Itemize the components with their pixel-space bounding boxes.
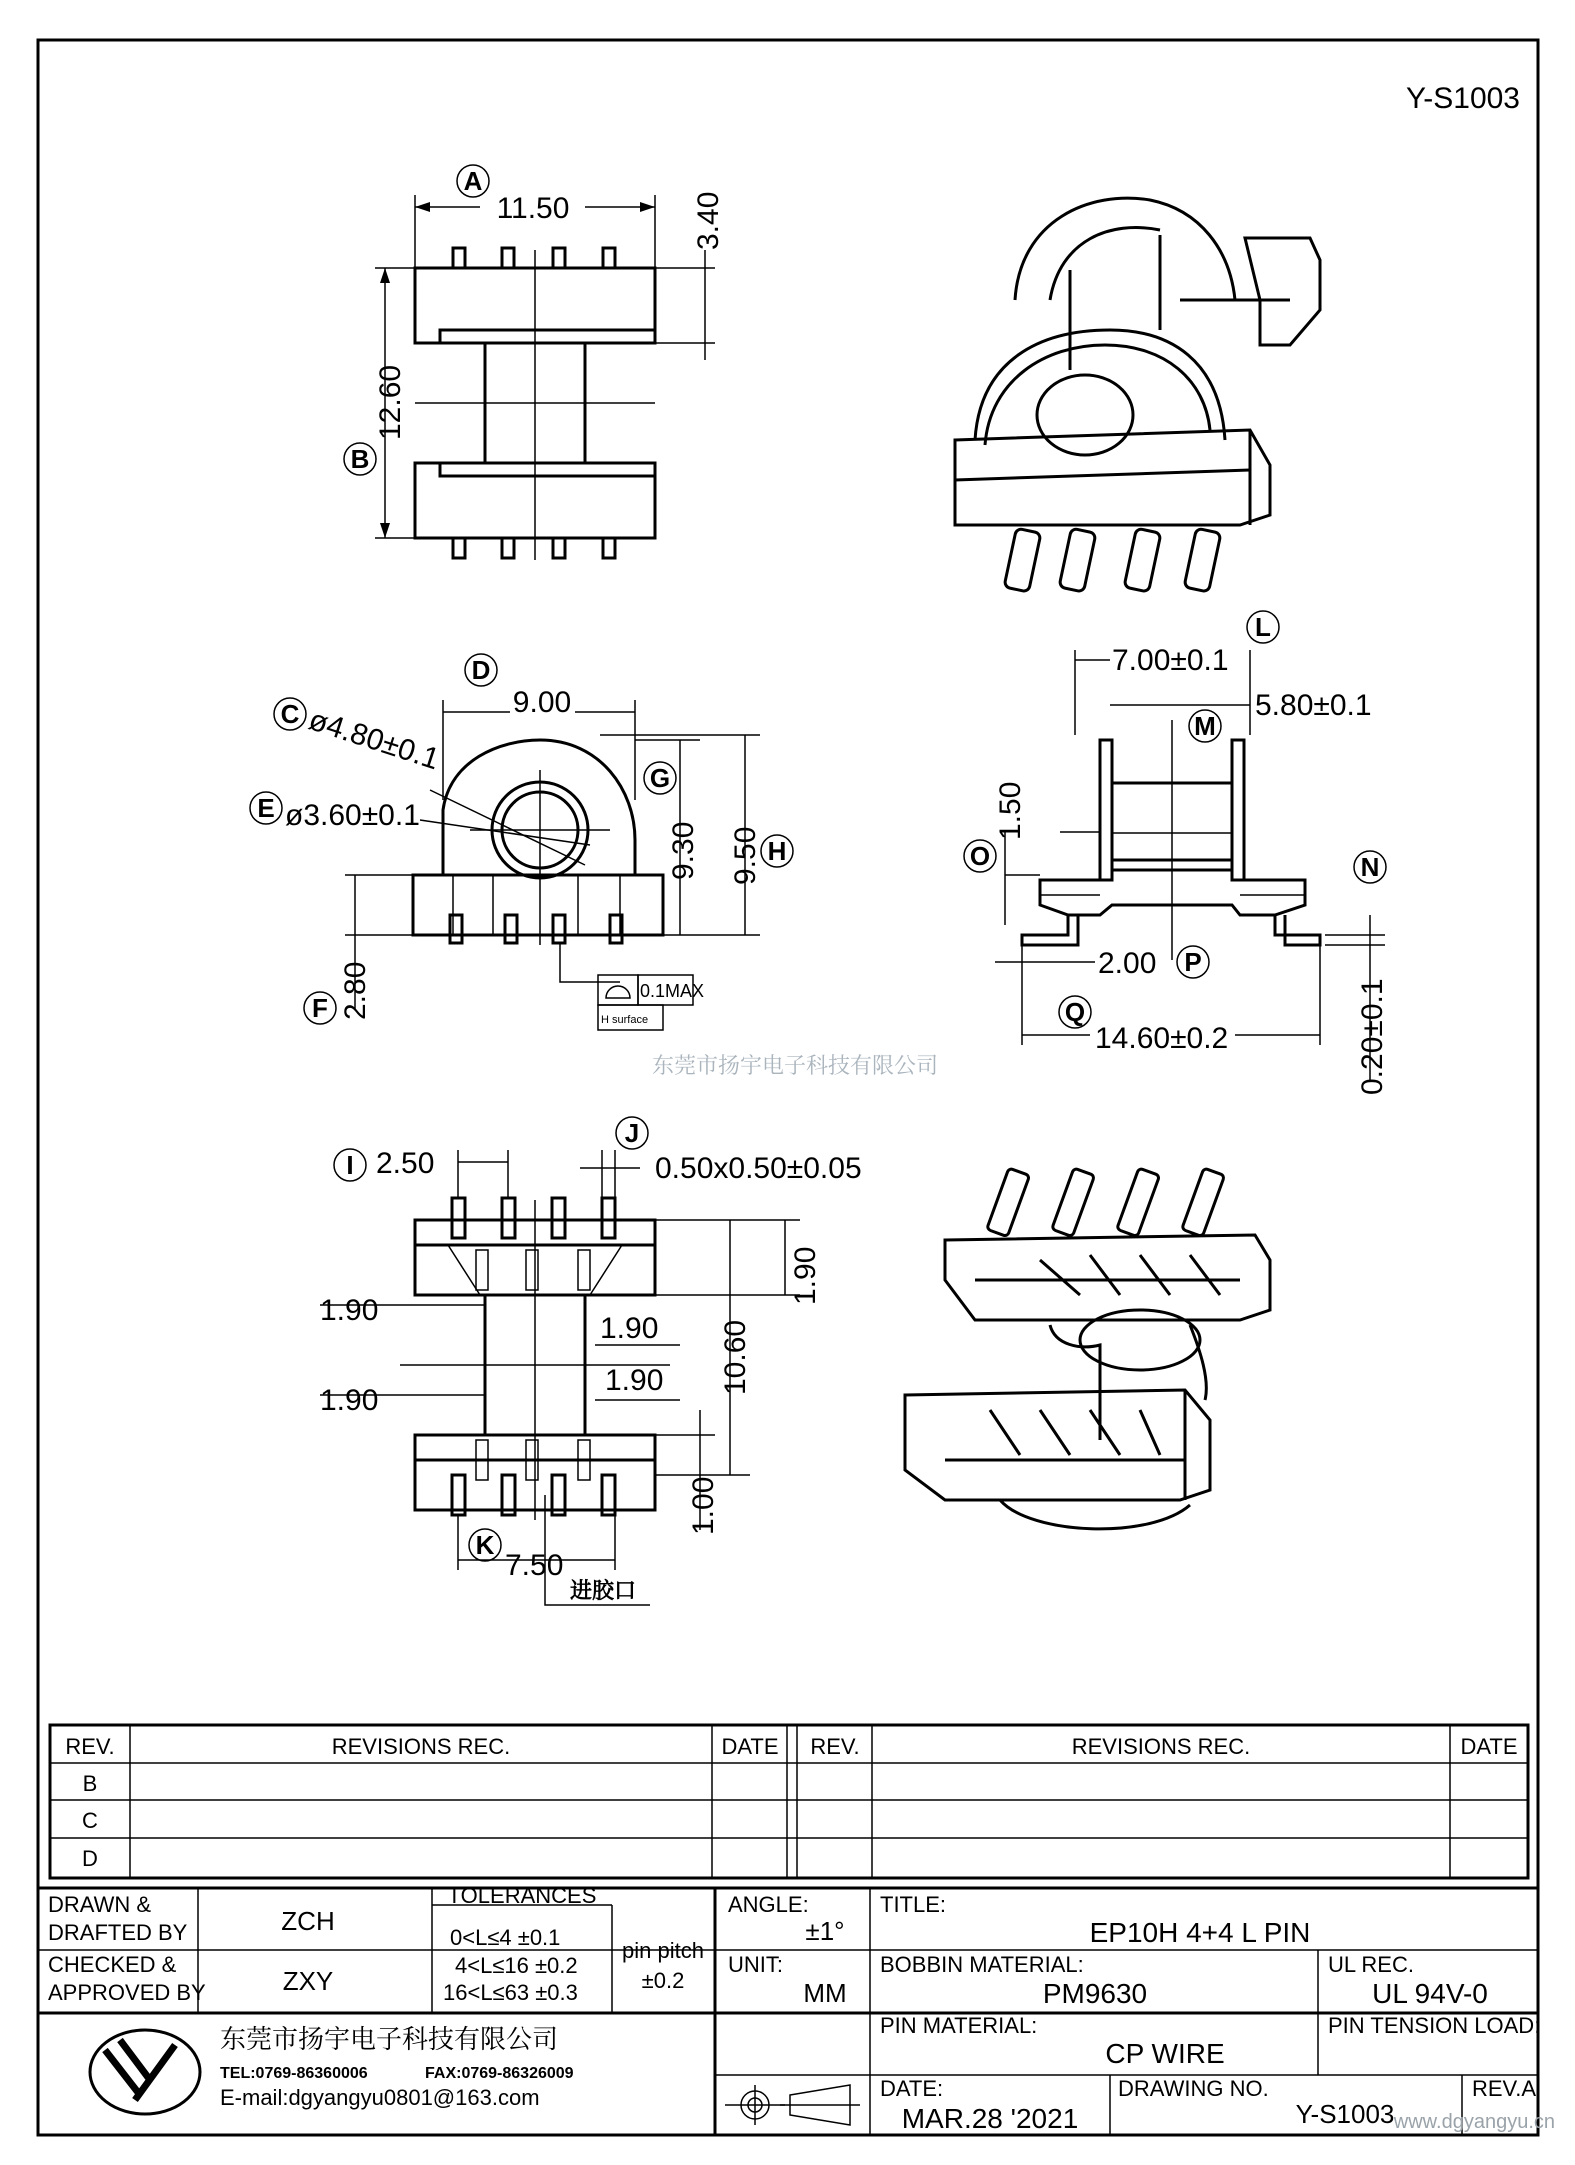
rev-row-c: C bbox=[82, 1808, 98, 1833]
side-view bbox=[250, 654, 793, 1030]
drawing-no-label: DRAWING NO. bbox=[1118, 2076, 1269, 2101]
rev-header-4: REV. bbox=[810, 1734, 860, 1759]
bottom-view bbox=[320, 1117, 862, 1605]
sheet-border bbox=[38, 40, 1541, 2135]
label-a: A bbox=[463, 166, 483, 196]
rev-header-3: DATE bbox=[721, 1734, 779, 1759]
label-j: J bbox=[624, 1118, 640, 1148]
drawn-by: ZCH bbox=[281, 1906, 335, 1936]
angle-label: ANGLE: bbox=[728, 1892, 809, 1917]
rev-row-d: D bbox=[82, 1846, 98, 1871]
dim-j-value: 0.50x0.50±0.05 bbox=[655, 1152, 862, 1185]
flatness-value: 0.1MAX bbox=[640, 981, 705, 1001]
watermark-company: 东莞市扬宇电子科技有限公司 bbox=[651, 1054, 939, 1079]
drawn-label-2: DRAFTED BY bbox=[48, 1920, 188, 1945]
label-f: F bbox=[312, 993, 328, 1023]
bobbin-material-value: PM9630 bbox=[1042, 1978, 1148, 2009]
pin-material-value: CP WIRE bbox=[1105, 2038, 1225, 2069]
label-b: B bbox=[350, 444, 370, 474]
dim-top-value: 3.40 bbox=[692, 191, 725, 250]
label-k: K bbox=[475, 1530, 495, 1560]
company-tel: TEL:0769-86360006 bbox=[220, 2065, 368, 2082]
tolerance-3: 16<L≤63 ±0.3 bbox=[443, 1980, 578, 2005]
company-name: 东莞市扬宇电子科技有限公司 bbox=[220, 2025, 559, 2055]
angle-value: ±1° bbox=[805, 1916, 845, 1946]
dim-h-value: 9.50 bbox=[729, 826, 762, 885]
website-watermark: www.dgyangyu.cn bbox=[1393, 2111, 1555, 2133]
pin-tension-label: PIN TENSION LOAD: bbox=[1328, 2013, 1541, 2038]
pin-pitch-label: pin pitch bbox=[622, 1938, 704, 1963]
company-fax: FAX:0769-86326009 bbox=[425, 2065, 574, 2082]
title-block bbox=[38, 1883, 1540, 2135]
label-n: N bbox=[1360, 852, 1380, 882]
label-d: D bbox=[471, 655, 491, 685]
title-label: TITLE: bbox=[880, 1892, 947, 1917]
unit-value: MM bbox=[803, 1978, 847, 2008]
isometric-view-top bbox=[955, 198, 1320, 592]
label-l: L bbox=[1255, 612, 1271, 642]
checked-by: ZXY bbox=[282, 1966, 334, 1996]
dim-b-value: 12.60 bbox=[374, 364, 407, 440]
pin-pitch-value: ±0.2 bbox=[641, 1968, 685, 1993]
dim-o-value: 1.50 bbox=[994, 781, 1027, 840]
bobbin-material-label: BOBBIN MATERIAL: bbox=[880, 1952, 1084, 1977]
label-p: P bbox=[1184, 947, 1202, 977]
dim-right-height: 10.60 bbox=[719, 1319, 752, 1395]
company-logo bbox=[90, 2030, 200, 2114]
ul-rec-value: UL 94V-0 bbox=[1372, 1978, 1488, 2009]
rev-header-1: REV. bbox=[65, 1734, 115, 1759]
isometric-view-bottom bbox=[905, 1168, 1270, 1529]
drawing-code: Y-S1003 bbox=[1406, 82, 1520, 115]
label-e: E bbox=[257, 793, 275, 823]
ul-rec-label: UL REC. bbox=[1328, 1952, 1414, 1977]
checked-label-2: APPROVED BY bbox=[48, 1980, 206, 2005]
dim-e-value: ø3.60±0.1 bbox=[285, 799, 420, 832]
rev-header-6: DATE bbox=[1460, 1734, 1518, 1759]
rev-header-5: REVISIONS REC. bbox=[1071, 1734, 1251, 1759]
dim-m-value: 5.80±0.1 bbox=[1255, 689, 1372, 722]
revisions-table bbox=[50, 1725, 1528, 1878]
dim-p-value: 2.00 bbox=[1098, 947, 1157, 980]
label-m: M bbox=[1194, 711, 1216, 741]
dim-n-value: 0.20±0.1 bbox=[1356, 978, 1389, 1095]
tolerance-2: 4<L≤16 ±0.2 bbox=[455, 1953, 578, 1978]
date-value: MAR.28 '2021 bbox=[901, 2103, 1079, 2134]
label-i: I bbox=[346, 1150, 354, 1180]
dim-left-1: 1.90 bbox=[320, 1294, 379, 1327]
company-email: E-mail:dgyangyu0801@163.com bbox=[220, 2085, 540, 2110]
dim-l-value: 7.00±0.1 bbox=[1112, 644, 1229, 677]
title-value: EP10H 4+4 L PIN bbox=[1089, 1917, 1311, 1948]
checked-label-1: CHECKED & bbox=[48, 1952, 177, 1977]
date-label: DATE: bbox=[880, 2076, 944, 2101]
dim-right-top: 1.90 bbox=[789, 1246, 822, 1305]
dim-a-value: 11.50 bbox=[496, 192, 570, 225]
unit-label: UNIT: bbox=[728, 1952, 783, 1977]
dim-g-value: 9.30 bbox=[667, 821, 700, 880]
dim-f-value: 2.80 bbox=[339, 961, 372, 1020]
flatness-ref: H surface bbox=[601, 1014, 649, 1026]
tolerance-1: 0<L≤4 ±0.1 bbox=[450, 1925, 561, 1950]
dim-right-bottom: 1.00 bbox=[687, 1476, 720, 1535]
front-view bbox=[964, 611, 1389, 1095]
label-q: Q bbox=[1064, 997, 1086, 1027]
drawn-label-1: DRAWN & bbox=[48, 1892, 152, 1917]
label-h: H bbox=[767, 836, 787, 866]
label-o: O bbox=[969, 841, 991, 871]
drawing-no-value: Y-S1003 bbox=[1295, 2099, 1395, 2129]
rev-header-2: REVISIONS REC. bbox=[331, 1734, 511, 1759]
dim-d-value: 9.00 bbox=[512, 686, 572, 719]
dim-c-value: ø4.80±0.1 bbox=[304, 703, 444, 777]
top-view bbox=[344, 165, 725, 560]
pin-material-label: PIN MATERIAL: bbox=[880, 2013, 1038, 2038]
dim-k-value: 7.50 bbox=[505, 1549, 564, 1582]
tolerances-label: TOLERANCES bbox=[447, 1883, 597, 1908]
dim-q-value: 14.60±0.2 bbox=[1095, 1022, 1229, 1055]
gate-label: 进胶口 bbox=[570, 1579, 637, 1604]
dim-i-value: 2.50 bbox=[376, 1147, 435, 1180]
rev-row-b: B bbox=[82, 1771, 98, 1796]
label-c: C bbox=[280, 699, 300, 729]
dim-inner-2: 1.90 bbox=[605, 1364, 664, 1397]
projection-symbol bbox=[725, 2085, 860, 2125]
dim-inner-1: 1.90 bbox=[600, 1312, 659, 1345]
rev-label: REV.A bbox=[1472, 2076, 1537, 2101]
label-g: G bbox=[649, 763, 671, 793]
dim-left-2: 1.90 bbox=[320, 1384, 379, 1417]
